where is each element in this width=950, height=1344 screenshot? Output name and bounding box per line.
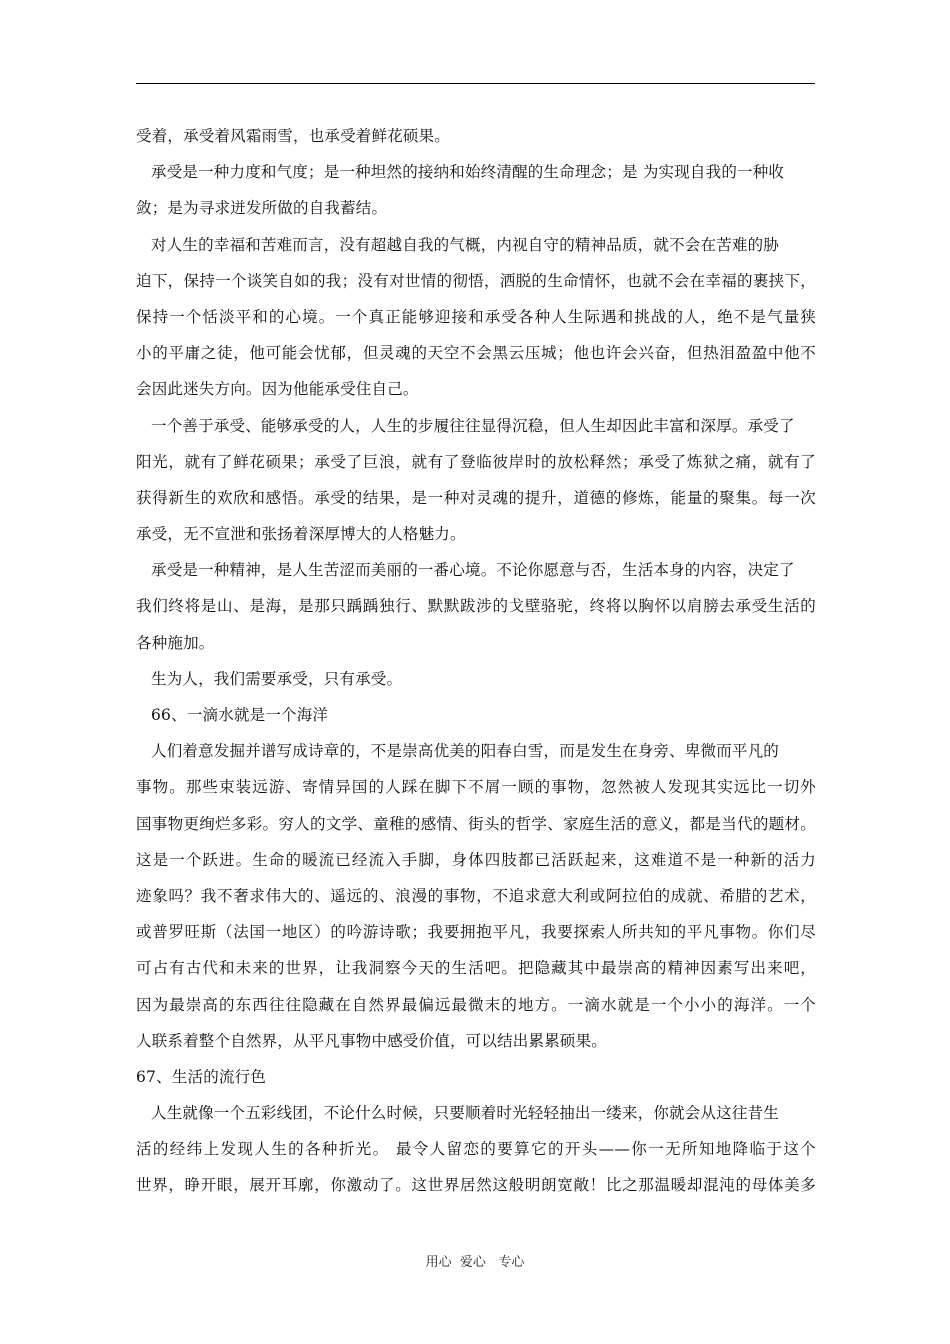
text-line: 或普罗旺斯（法国一地区）的吟游诗歌；我要拥抱平凡，我要探索人所共知的平凡事物。你们尽 bbox=[136, 923, 816, 942]
text-line: 阳光，就有了鲜花硕果；承受了巨浪，就有了登临彼岸时的放松释然；承受了炼狱之痛，就有了 bbox=[136, 452, 816, 471]
header-rule bbox=[136, 83, 815, 84]
text-line: 迹象吗？我不奢求伟大的、遥远的、浪漫的事物，不追求意大利或阿拉伯的成就、希腊的艺术， bbox=[136, 886, 816, 905]
text-line: 对人生的幸福和苦难而言，没有超越自我的气概，内视自守的精神品质，就不会在苦难的胁 bbox=[151, 235, 780, 254]
text-line: 保持一个恬淡平和的心境。一个真正能够迎接和承受各种人生际遇和挑战的人，绝不是气量狭 bbox=[136, 307, 816, 326]
text-line: 承受是一种力度和气度；是一种坦然的接纳和始终清醒的生命理念；是 为实现自我的一种收 bbox=[151, 163, 785, 182]
text-line: 敛；是为寻求迸发所做的自我蓄结。 bbox=[136, 199, 388, 218]
text-line: 小的平庸之徒，他可能会忧郁，但灵魂的天空不会黑云压城；他也许会兴奋，但热泪盈盈中他不 bbox=[136, 344, 816, 363]
text-line: 生为人，我们需要承受，只有承受。 bbox=[151, 669, 403, 688]
text-line: 因为最崇高的东西往往隐藏在自然界最偏远最微末的地方。一滴水就是一个小小的海洋。一个 bbox=[136, 995, 816, 1014]
text-line: 受着，承受着风霜雨雪，也承受着鲜花硕果。 bbox=[136, 127, 451, 145]
text-line: 承受，无不宣泄和张扬着深厚博大的人格魅力。 bbox=[136, 525, 466, 544]
text-line: 人生就像一个五彩线团，不论什么时候，只要顺着时光轻轻抽出一缕来，你就会从这往昔生 bbox=[151, 1104, 780, 1123]
document-body bbox=[136, 118, 816, 1204]
page-footer: 用心 爱心 专心 bbox=[425, 1255, 525, 1270]
text-line: 国事物更绚烂多彩。穷人的文学、童稚的感情、街头的哲学、家庭生活的意义，都是当代的题材。 bbox=[136, 814, 816, 833]
text-line: 迫下，保持一个谈笑自如的我；没有对世情的彻悟，洒脱的生命情怀，也就不会在幸福的裹挟下， bbox=[136, 271, 816, 290]
text-line: 事物。那些束装远游、寄情异国的人踩在脚下不屑一顾的事物，忽然被人发现其实远比一切外 bbox=[136, 778, 816, 797]
text-line: 活的经纬上发现人生的各种折光。 最令人留恋的要算它的开头——你一无所知地降临于这个 bbox=[136, 1140, 816, 1159]
text-line: 会因此迷失方向。因为他能承受住自己。 bbox=[136, 380, 419, 399]
text-line: 世界，睁开眼，展开耳廓，你激动了。这世界居然这般明朗宽敞！比之那温暖却混沌的母体美多 bbox=[136, 1176, 816, 1195]
text-line: 人联系着整个自然界，从平凡事物中感受价值，可以结出累累硕果。 bbox=[136, 1031, 608, 1050]
text-line: 获得新生的欢欣和感悟。承受的结果，是一种对灵魂的提升，道德的修炼，能量的聚集。每一次 bbox=[136, 488, 816, 507]
section-heading: 67、生活的流行色 bbox=[136, 1067, 267, 1086]
text-line: 可占有古代和未来的世界，让我洞察今天的生活吧。把隐藏其中最崇高的精神因素写出来吧， bbox=[136, 959, 816, 978]
text-line: 承受是一种精神，是人生苦涩而美丽的一番心境。不论你愿意与否，生活本身的内容，决定了 bbox=[151, 561, 795, 580]
text-line: 各种施加。 bbox=[136, 633, 215, 652]
text-line: 我们终将是山、是海，是那只踽踽独行、默默跋涉的戈壁骆驼，终将以胸怀以肩膀去承受生活的 bbox=[136, 597, 816, 616]
section-heading: 66、一滴水就是一个海洋 bbox=[151, 706, 329, 724]
text-line: 这是一个跃进。生命的暖流已经流入手脚，身体四肢都已活跃起来，这难道不是一种新的活力 bbox=[136, 850, 816, 869]
text-line: 一个善于承受、能够承受的人，人生的步履往往显得沉稳，但人生却因此丰富和深厚。承受了 bbox=[151, 416, 795, 435]
text-line: 人们着意发掘并谱写成诗章的，不是崇高优美的阳春白雪，而是发生在身旁、卑微而平凡的 bbox=[151, 742, 780, 761]
